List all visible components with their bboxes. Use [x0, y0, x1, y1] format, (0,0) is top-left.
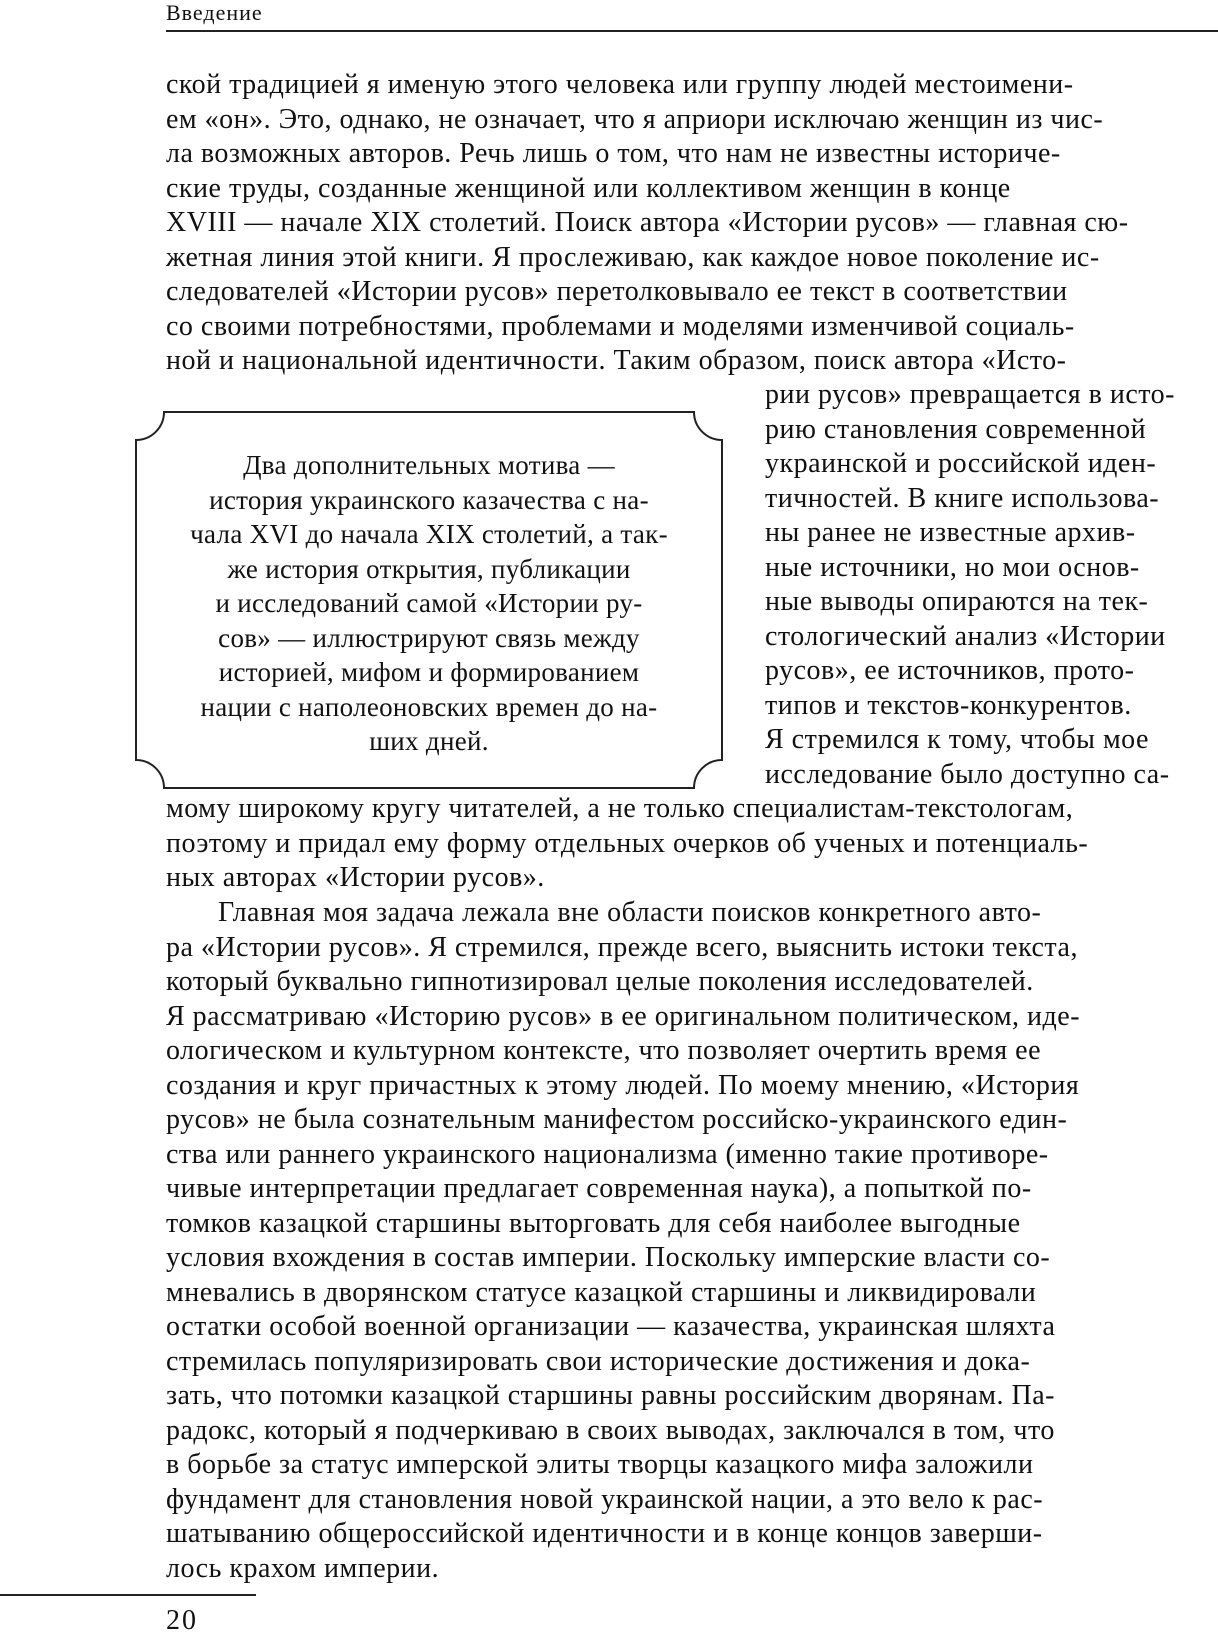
pull-quote-line: историей, мифом и формированием — [218, 657, 640, 687]
text-line: остатки особой военной организации — казачества, украинская шляхта — [166, 1311, 1056, 1342]
paragraph-1-bottom — [166, 792, 1218, 896]
text-line: поэтому и придал ему форму отдельных очерков об ученых и потенциаль- — [166, 827, 1089, 859]
pull-quote-line: нации с наполеоновских времен до на- — [200, 691, 658, 722]
text-line: стремилась популяризировать свои исторические достижения и дока- — [166, 1345, 1031, 1377]
text-line: со своими потребностями, проблемами и моделями изменчивой социаль- — [166, 310, 1075, 342]
text-line: зать, что потомки казацкой старшины равны российским дворянам. Па- — [166, 1380, 1055, 1411]
pull-quote-line: история украинского казачества с на- — [209, 484, 649, 515]
text-line: в борьбе за статус имперской элиты творцы казацкого мифа заложили — [166, 1449, 1034, 1480]
pull-quote-line: и исследований самой «Истории ру- — [215, 588, 643, 618]
running-header — [166, 0, 1218, 32]
footer-rule — [0, 1594, 256, 1596]
pull-quote-line: чала XVI до начала XIX столетий, а так- — [190, 519, 668, 549]
text-line: Я рассматриваю «Историю русов» в ее оригинальном политическом, иде- — [166, 1000, 1081, 1032]
text-line: рии русов» превращается в исто- — [765, 379, 1175, 410]
text-line: ны ранее не известные архив- — [765, 517, 1136, 548]
pull-quote-line: ших дней. — [369, 726, 489, 756]
text-line: радокс, который я подчеркиваю в своих выводах, заключался в том, что — [166, 1414, 1055, 1446]
text-line: ства или раннего украинского национализма (именно такие противоре- — [166, 1138, 1049, 1170]
text-line: ной и национальной идентичности. Таким образом, поиск автора «Исто- — [166, 345, 1067, 376]
text-line: фундамент для становления новой украинской нации, а это вело к рас- — [166, 1483, 1044, 1515]
text-line: следователей «Истории русов» перетолковывало ее текст в соответствии — [166, 276, 1068, 307]
text-line: жетная линия этой книги. Я прослеживаю, как каждое новое поколение ис- — [166, 241, 1100, 273]
pull-quote-line: Два дополнительных мотива — — [243, 450, 615, 480]
text-line: русов», ее источников, прото- — [765, 655, 1135, 686]
paragraph-1-top — [166, 68, 1218, 379]
text-line: ла возможных авторов. Речь лишь о том, что нам не известны историче- — [166, 138, 1061, 169]
text-line: ологическом и культурном контексте, что позволяет очертить время ее — [166, 1035, 1041, 1066]
text-line: ские труды, созданные женщиной или коллективом женщин в конце — [166, 172, 1011, 204]
text-line: создания и круг причастных к этому людей. По моему мнению, «История — [166, 1069, 1080, 1101]
text-line: томков казацкой старшины выторговать для себя наиболее выгодные — [166, 1207, 1021, 1239]
pull-quote-box — [134, 410, 724, 790]
text-line: лось крахом империи. — [166, 1552, 440, 1584]
text-line: шатыванию общероссийской идентичности и в конце концов заверши- — [166, 1518, 1043, 1549]
text-line: Я стремился к тому, чтобы мое — [765, 724, 1149, 755]
text-line: стологический анализ «Истории — [765, 620, 1166, 652]
text-line: украинской и российской иден- — [765, 448, 1157, 479]
text-line: ные источники, но мои основ- — [765, 551, 1140, 583]
paragraph-2 — [166, 896, 1218, 1586]
text-line: типов и текстов-конкурентов. — [765, 689, 1132, 721]
text-line: русов» не была сознательным манифестом российско-украинского един- — [166, 1104, 1068, 1135]
pull-quote-line: сов» — иллюстрируют связь между — [218, 622, 640, 653]
text-line: тичностей. В книге использова- — [765, 482, 1160, 514]
text-line: мневались в дворянском статусе казацкой старшины и ликвидировали — [166, 1276, 1037, 1308]
pull-quote-line: же история открытия, публикации — [227, 553, 631, 584]
page-number: 20 — [166, 1605, 198, 1636]
text-line: исследование было доступно са- — [765, 758, 1170, 790]
text-line: ных авторах «Истории русов». — [166, 862, 545, 893]
text-line: XVIII — начале XIX столетий. Поиск автора «Истории русов» — главная сю- — [166, 207, 1129, 238]
text-line: ра «Истории русов». Я стремился, прежде всего, выяснить истоки текста, — [166, 931, 1078, 963]
text-line: Главная моя задача лежала вне области поисков конкретного авто- — [218, 897, 1042, 928]
text-line: ные выводы опираются на тек- — [765, 586, 1149, 617]
paragraph-1-right-column — [765, 378, 1218, 792]
text-line: рию становления современной — [765, 413, 1147, 445]
text-line: ской традицией я именую этого человека или группу людей местоимени- — [166, 69, 1074, 100]
text-line: ем «он». Это, однако, не означает, что я априори исключаю женщин из чис- — [166, 103, 1104, 135]
text-line: мому широкому кругу читателей, а не только специалистам-текстологам, — [166, 793, 1074, 824]
text-line: условия вхождения в состав империи. Поскольку имперские власти со- — [166, 1242, 1051, 1273]
running-header-title: Введение — [166, 0, 263, 25]
text-line: который буквально гипнотизировал целые поколения исследователей. — [166, 966, 1034, 997]
pull-quote-text — [170, 448, 688, 759]
text-line: чивые интерпретации предлагает современная наука), а попыткой по- — [166, 1173, 1032, 1204]
